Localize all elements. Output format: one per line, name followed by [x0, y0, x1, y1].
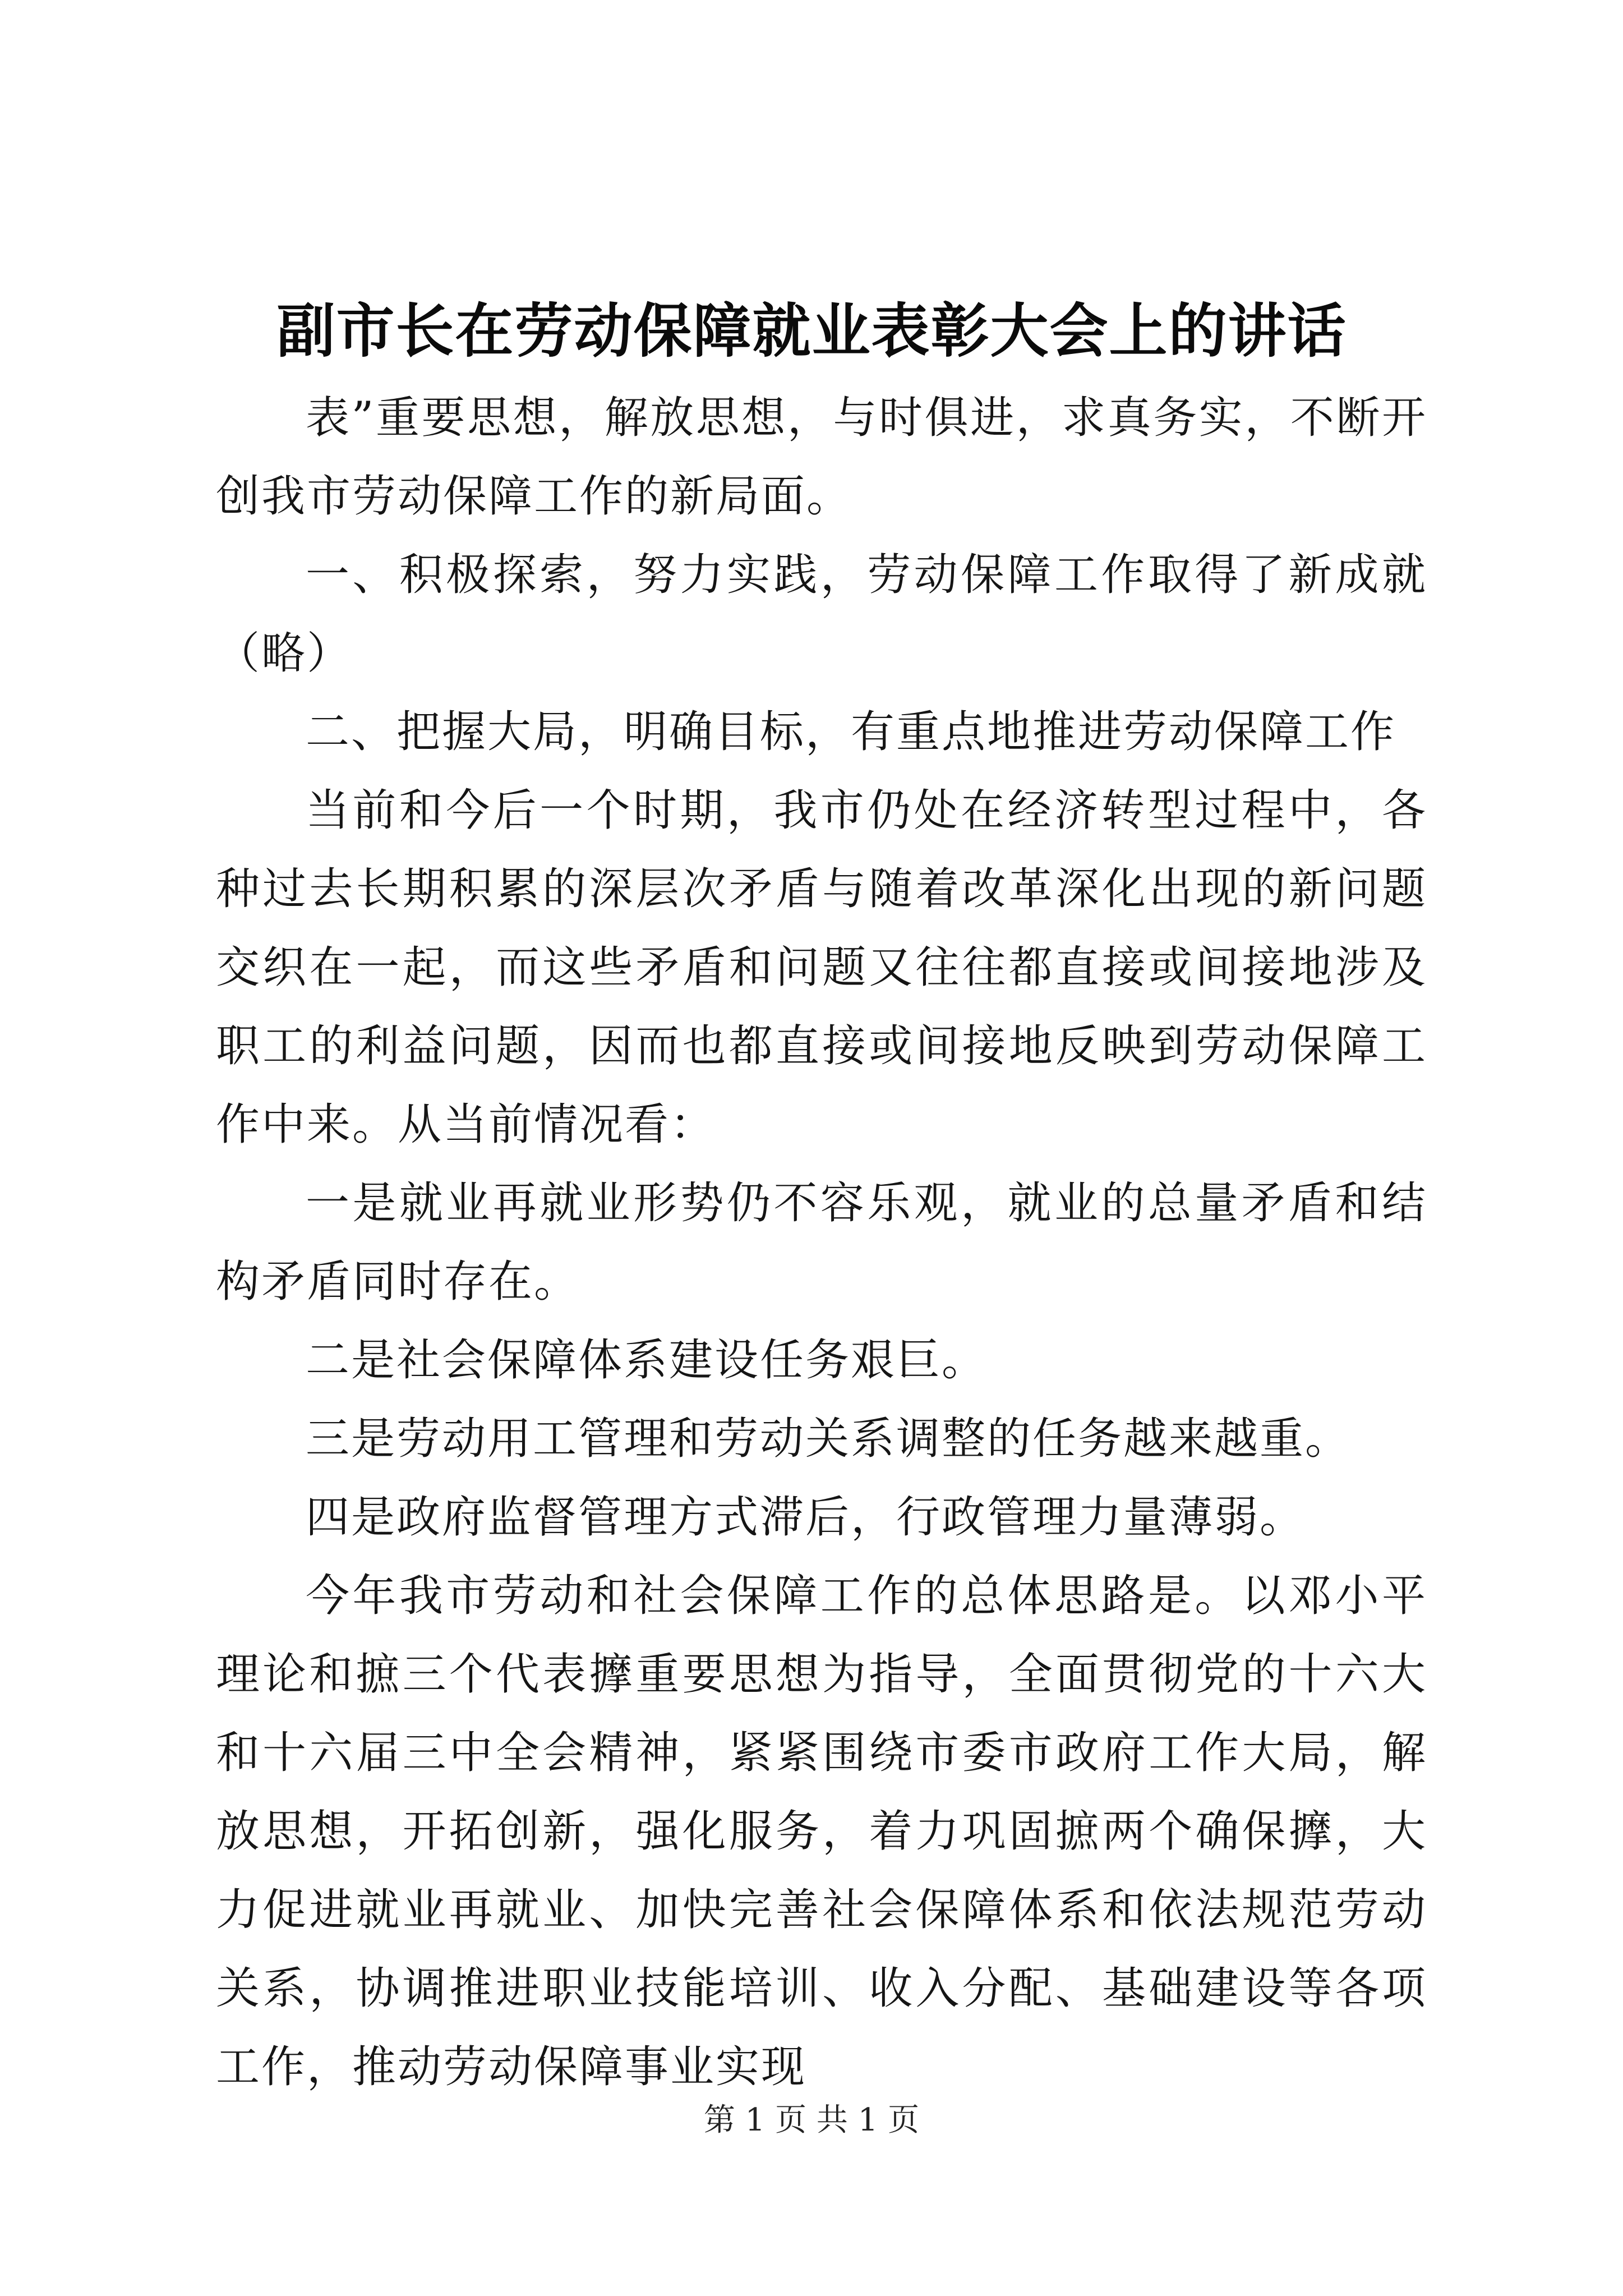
section-heading-one: 一、积极探索，努力实践，劳动保障工作取得了新成就（略）	[216, 550, 1427, 679]
document-title: 副市长在劳动保障就业表彰大会上的讲话	[276, 296, 1347, 365]
paragraph: 今年我市劳动和社会保障工作的总体思路是。以邓小平理论和摭三个代表擵重要思想为指导，全面贯彻党的十六大和十六届三中全会精神，紧紧围绕市委市政府工作大局，解放思想，开拓创新，强化服务，着力巩固摭两个确保擵，大力促进就业再就业、加快完善社会保障体系和依法规范劳动关系，协调推进职业技能培训、收入分配、基础建设等各项工作，推动劳动保障事业实现	[216, 1571, 1427, 2092]
list-item: 二是社会保障体系建设任务艰巨。	[306, 1335, 988, 1386]
paragraph: 当前和今后一个时期，我市仍处在经济转型过程中，各种过去长期积累的深层次矛盾与随着改革深化出现的新问题交织在一起，而这些矛盾和问题又往往都直接或间接地涉及职工的利益问题，因而也都直接或间接地反映到劳动保障工作中来。从当前情况看：	[216, 785, 1427, 1150]
list-item: 一是就业再就业形势仍不容乐观，就业的总量矛盾和结构矛盾同时存在。	[216, 1178, 1427, 1307]
list-item: 三是劳动用工管理和劳动关系调整的任务越来越重。	[306, 1414, 1351, 1464]
document-body	[216, 379, 1427, 2106]
page-number-footer: 第 1 页 共 1 页	[703, 2102, 920, 2138]
list-item: 四是政府监督管理方式滞后，行政管理力量薄弱。	[306, 1492, 1306, 1543]
section-heading-two: 二、把握大局，明确目标，有重点地推进劳动保障工作	[306, 707, 1396, 757]
paragraph: 表”重要思想，解放思想，与时俱进，求真务实，不断开创我市劳动保障工作的新局面。	[216, 393, 1427, 522]
